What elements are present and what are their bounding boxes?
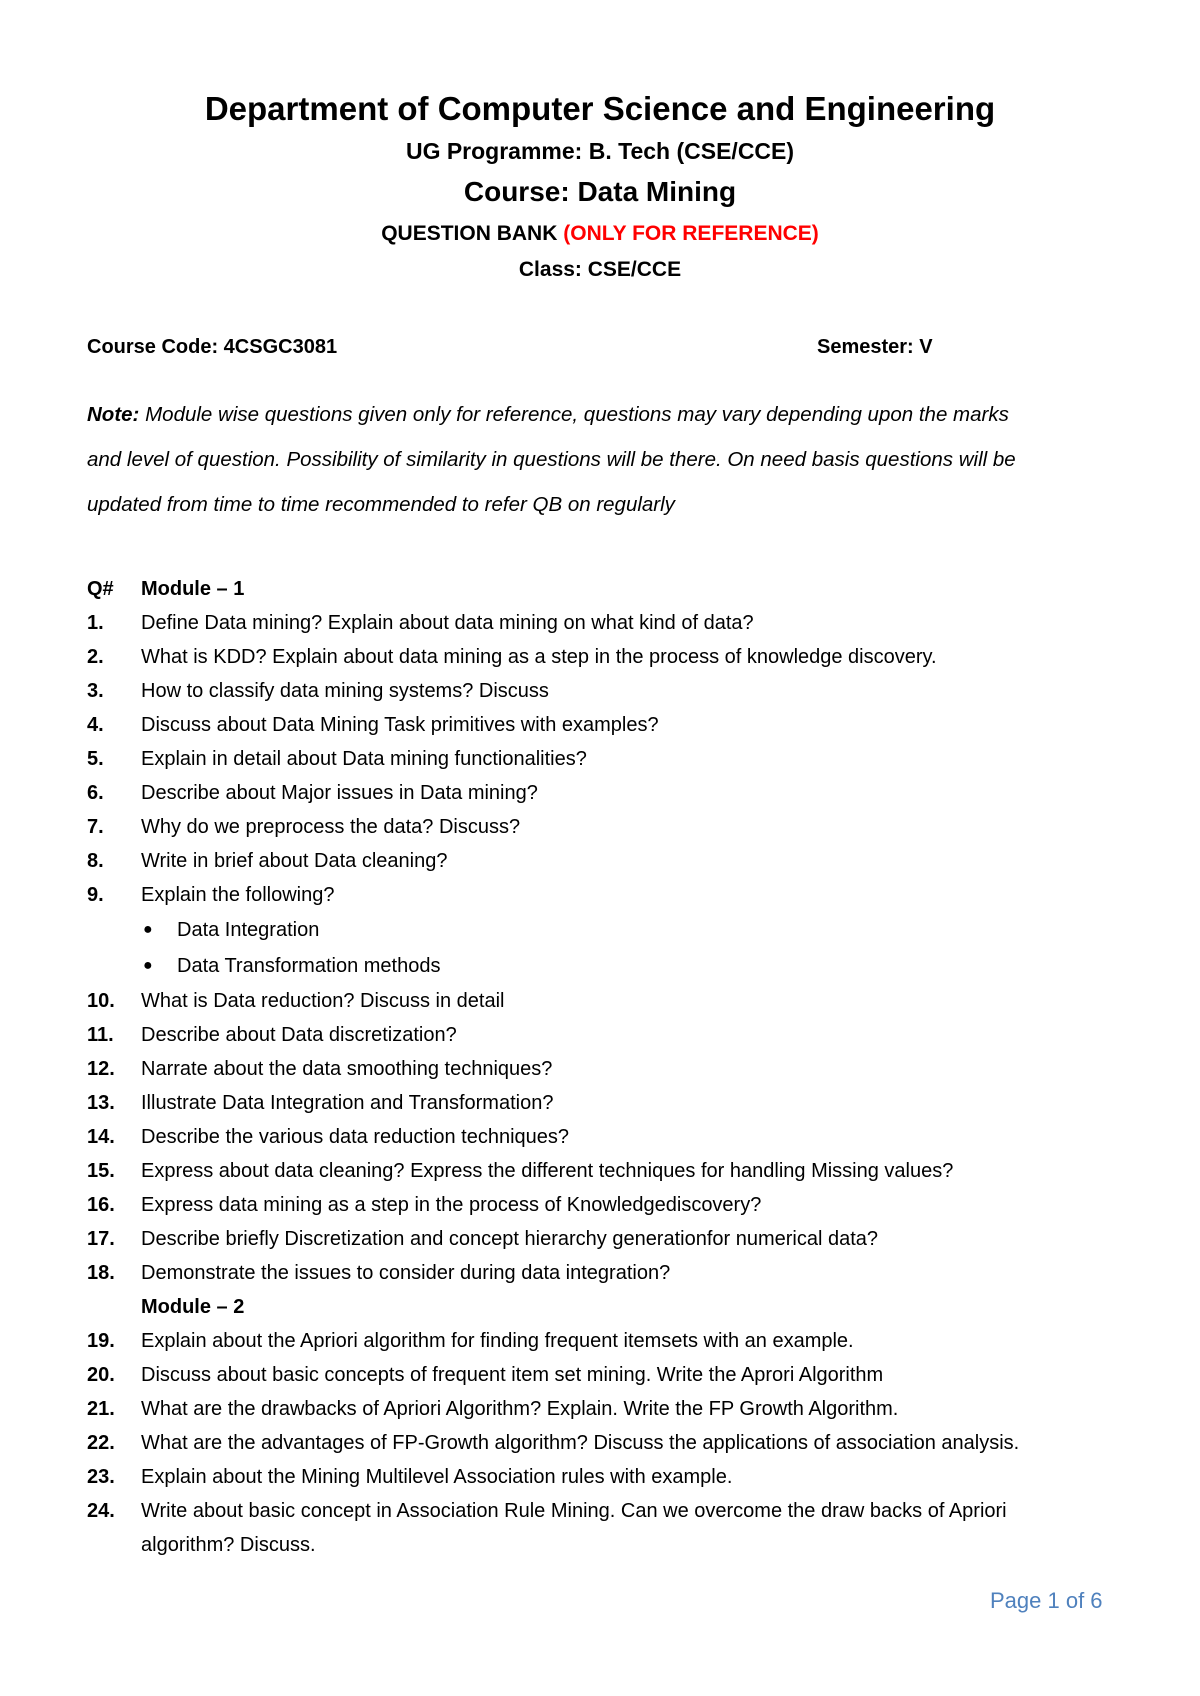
question-number: 12.	[87, 1058, 115, 1080]
question-text: What are the advantages of FP-Growth algorithm? Discuss the applications of association analysis.	[141, 1432, 1020, 1454]
question-bank-title	[0, 222, 1200, 246]
module-2-label: Module – 2	[141, 1296, 245, 1318]
question-text: What are the drawbacks of Apriori Algorithm? Explain. Write the FP Growth Algorithm.	[141, 1398, 899, 1420]
list-item	[87, 1120, 1137, 1154]
question-number: 6.	[87, 782, 104, 804]
list-item	[87, 1460, 1137, 1494]
question-number: 2.	[87, 646, 104, 668]
question-text: Illustrate Data Integration and Transformation?	[141, 1092, 554, 1114]
question-text: Discuss about basic concepts of frequent item set mining. Write the Aprori Algorithm	[141, 1364, 884, 1386]
question-text: Narrate about the data smoothing techniques?	[141, 1058, 553, 1080]
question-text: Describe briefly Discretization and concept hierarchy generationfor numerical data?	[141, 1228, 879, 1250]
class-line: Class: CSE/CCE	[518, 258, 682, 281]
question-text: Discuss about Data Mining Task primitives with examples?	[141, 714, 659, 736]
list-item	[87, 1256, 1137, 1290]
question-text: Write about basic concept in Association Rule Mining. Can we overcome the draw backs of Apriori	[141, 1500, 1007, 1522]
semester: Semester: V	[817, 336, 933, 358]
list-item	[87, 1426, 1137, 1460]
course-title: Course: Data Mining	[463, 176, 737, 207]
question-number: 7.	[87, 816, 104, 838]
module-2-heading	[87, 1290, 1137, 1324]
sub-bullet-text: Data Transformation methods	[177, 955, 441, 977]
reference-note: (ONLY FOR REFERENCE)	[563, 222, 819, 245]
list-item	[87, 640, 1137, 674]
question-text: Demonstrate the issues to consider during data integration?	[141, 1262, 671, 1284]
question-number: 10.	[87, 990, 115, 1012]
list-item	[87, 1494, 1137, 1528]
note-text-1: Module wise questions given only for reference, questions may vary depending upon the marks	[139, 403, 1009, 426]
list-item	[87, 1018, 1137, 1052]
question-number: 20.	[87, 1364, 115, 1386]
question-number: 15.	[87, 1160, 115, 1182]
list-item	[87, 1086, 1137, 1120]
sub-bullet-text: Data Integration	[177, 919, 320, 941]
question-text: Describe the various data reduction techniques?	[141, 1126, 570, 1148]
list-item	[87, 1392, 1137, 1426]
note-label: Note:	[87, 403, 140, 426]
question-text: Explain about the Mining Multilevel Association rules with example.	[141, 1466, 733, 1488]
question-number: 4.	[87, 714, 104, 736]
question-number: 22.	[87, 1432, 115, 1454]
list-item	[87, 674, 1137, 708]
question-list	[87, 572, 1137, 1562]
list-item	[87, 1324, 1137, 1358]
list-item	[87, 1154, 1137, 1188]
bullet-icon: ●	[143, 957, 153, 974]
list-item	[87, 776, 1137, 810]
question-number: 13.	[87, 1092, 115, 1114]
note-line-2: and level of question. Possibility of similarity in questions will be there. On need basis questions will be	[87, 448, 1016, 471]
question-number: 21.	[87, 1398, 115, 1420]
list-item	[87, 878, 1137, 912]
module-1-label: Module – 1	[141, 578, 245, 600]
question-text: Express data mining as a step in the process of Knowledgediscovery?	[141, 1194, 762, 1216]
question-number: 3.	[87, 680, 104, 702]
bullet-icon: ●	[143, 921, 153, 938]
question-number: 8.	[87, 850, 104, 872]
department-title: Department of Computer Science and Engineering	[204, 90, 996, 127]
question-number: 5.	[87, 748, 104, 770]
list-item	[87, 1358, 1137, 1392]
question-number: 17.	[87, 1228, 115, 1250]
question-number: 18.	[87, 1262, 115, 1284]
question-text: Explain the following?	[141, 884, 335, 906]
list-item	[87, 708, 1137, 742]
question-number: 19.	[87, 1330, 115, 1352]
question-text: How to classify data mining systems? Discuss	[141, 680, 549, 702]
question-number: 9.	[87, 884, 104, 906]
list-item	[87, 1222, 1137, 1256]
sub-bullet-item	[87, 948, 1137, 984]
note-paragraph	[87, 392, 1117, 527]
list-item	[87, 1188, 1137, 1222]
question-text: Define Data mining? Explain about data mining on what kind of data?	[141, 612, 754, 634]
question-text: What is Data reduction? Discuss in detail	[141, 990, 505, 1012]
list-item	[87, 810, 1137, 844]
course-info-row	[87, 336, 947, 359]
module-1-heading	[87, 572, 1137, 606]
page-number: Page 1 of 6	[990, 1588, 1103, 1613]
sub-bullet-item	[87, 912, 1137, 948]
question-text: Explain in detail about Data mining functionalities?	[141, 748, 587, 770]
list-item	[87, 742, 1137, 776]
list-item-continuation	[87, 1528, 1137, 1562]
question-number: 1.	[87, 612, 104, 634]
question-number: 14.	[87, 1126, 115, 1148]
question-text: Explain about the Apriori algorithm for finding frequent itemsets with an example.	[141, 1330, 854, 1352]
question-text: What is KDD? Explain about data mining as a step in the process of knowledge discovery.	[141, 646, 937, 668]
programme-line: UG Programme: B. Tech (CSE/CCE)	[405, 138, 795, 164]
list-item	[87, 844, 1137, 878]
note-line-3: updated from time to time recommended to refer QB on regularly	[87, 493, 675, 516]
question-text: Describe about Data discretization?	[141, 1024, 457, 1046]
question-text: Write in brief about Data cleaning?	[141, 850, 448, 872]
note-line-1	[87, 392, 1117, 437]
question-number: 16.	[87, 1194, 115, 1216]
question-text-continuation: algorithm? Discuss.	[141, 1534, 316, 1556]
course-code: Course Code: 4CSGC3081	[87, 336, 338, 358]
list-item	[87, 1052, 1137, 1086]
question-text: Express about data cleaning? Express the different techniques for handling Missing values?	[141, 1160, 954, 1182]
question-number: 11.	[87, 1024, 114, 1046]
question-text: Why do we preprocess the data? Discuss?	[141, 816, 521, 838]
question-text: Describe about Major issues in Data mining?	[141, 782, 538, 804]
question-number: 23.	[87, 1466, 115, 1488]
list-item	[87, 606, 1137, 640]
question-number-header: Q#	[87, 578, 114, 600]
question-bank-label: QUESTION BANK	[381, 222, 558, 245]
question-number: 24.	[87, 1500, 115, 1522]
list-item	[87, 984, 1137, 1018]
